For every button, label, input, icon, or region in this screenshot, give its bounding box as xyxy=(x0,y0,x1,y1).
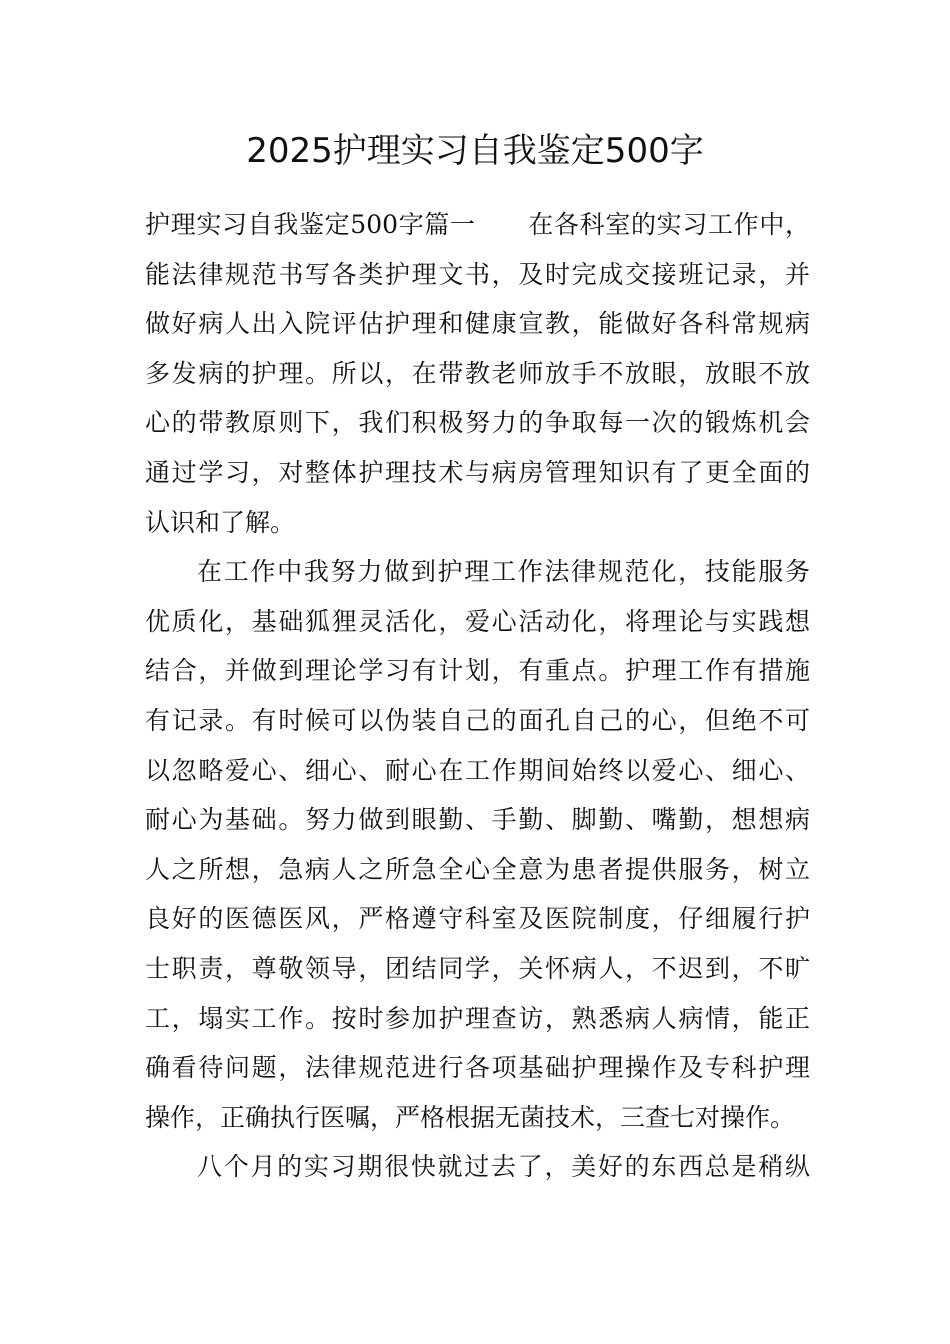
paragraph-line: 通过学习，对整体护理技术与病房管理知识有了更全面的 xyxy=(145,457,810,487)
paragraph-line: 人之所想，急病人之所急全心全意为患者提供服务，树立 xyxy=(145,854,810,884)
paragraph-line: 耐心为基础。努力做到眼勤、手勤、脚勤、嘴勤，想想病 xyxy=(145,805,810,835)
paragraph-line: 良好的医德医风，严格遵守科室及医院制度，仔细履行护 xyxy=(145,904,810,934)
paragraph-line: 能法律规范书写各类护理文书，及时完成交接班记录，并 xyxy=(145,259,810,289)
paragraph-line: 确看待问题，法律规范进行各项基础护理操作及专科护理 xyxy=(145,1053,810,1083)
paragraph-line: 结合，并做到理论学习有计划，有重点。护理工作有措施 xyxy=(145,656,810,686)
paragraph-line: 八个月的实习期很快就过去了，美好的东西总是稍纵 xyxy=(197,1152,810,1182)
paragraph-text: 在各科室的实习工作中， xyxy=(527,210,810,239)
paragraph-line: 做好病人出入院评估护理和健康宣教，能做好各科常规病 xyxy=(145,309,810,339)
section-heading: 护理实习自我鉴定500字篇一 xyxy=(145,210,476,239)
paragraph-line xyxy=(145,200,810,250)
paragraph-line: 有记录。有时候可以伪装自己的面孔自己的心，但绝不可 xyxy=(145,705,810,735)
paragraph-line: 操作，正确执行医嘱，严格根据无菌技术，三查七对操作。 xyxy=(145,1102,796,1132)
paragraph-line: 在工作中我努力做到护理工作法律规范化，技能服务 xyxy=(197,557,810,587)
paragraph-line: 心的带教原则下，我们积极努力的争取每一次的锻炼机会 xyxy=(145,408,810,438)
document-body xyxy=(145,200,810,1192)
paragraph-line: 以忽略爱心、细心、耐心在工作期间始终以爱心、细心、 xyxy=(145,755,810,785)
document-title: 2025护理实习自我鉴定500字 xyxy=(246,131,704,171)
paragraph-line: 士职责，尊敬领导，团结同学，关怀病人，不迟到，不旷 xyxy=(145,953,810,983)
paragraph-line: 优质化，基础狐狸灵活化，爱心活动化，将理论与实践想 xyxy=(145,606,810,636)
paragraph-line: 工，塌实工作。按时参加护理查访，熟悉病人病情，能正 xyxy=(145,1003,810,1033)
paragraph-line: 认识和了解。 xyxy=(145,507,296,537)
paragraph-line: 多发病的护理。所以，在带教老师放手不放眼，放眼不放 xyxy=(145,358,810,388)
